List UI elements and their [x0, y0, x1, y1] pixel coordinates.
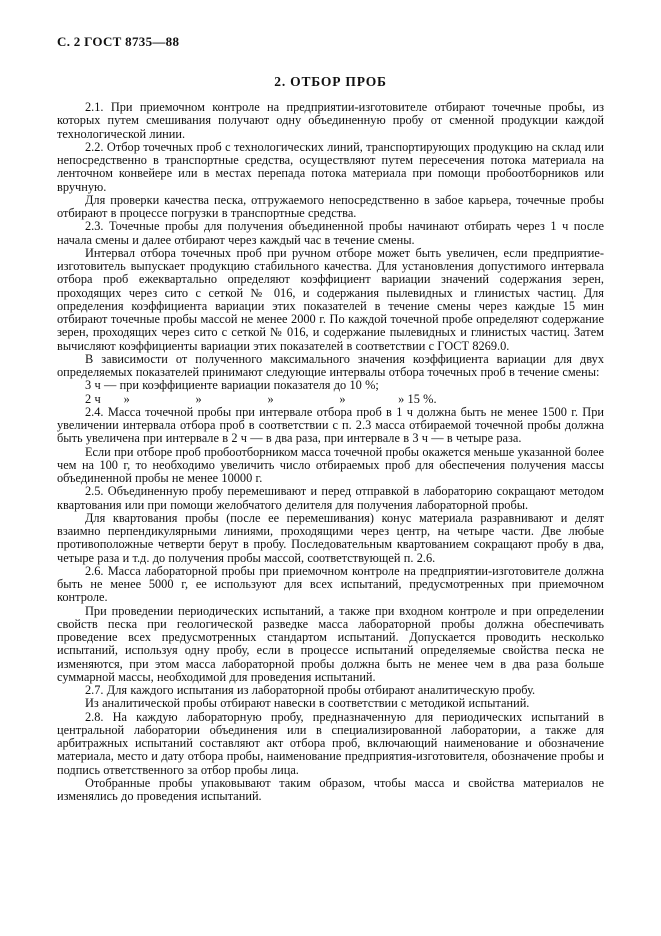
section-title: 2. ОТБОР ПРОБ	[274, 74, 387, 89]
paragraph-2-1: 2.1. При приемочном контроле на предприятии-изготовителе отбирают точечные пробы, из которых путем смешивания получают одну объединенную пробу от сменной продукции каждой технологической линии.	[57, 100, 604, 141]
paragraph-2-3: 2.3. Точечные пробы для получения объединенной пробы начинают отбирать через 1 ч после начала смены и далее отбирают через каждый час в течение смены.	[57, 219, 604, 247]
paragraph-2-7: 2.7. Для каждого испытания из лабораторной пробы отбирают аналитическую пробу.	[85, 683, 536, 697]
paragraph: Отобранные пробы упаковывают таким образом, чтобы масса и свойства материалов не изменялись до проведения испытаний.	[57, 775, 604, 803]
paragraph: Для проверки качества песка, отгружаемого непосредственно в забое карьера, точечные пробы отбирают в процессе погрузки в транспортные средства.	[57, 192, 604, 220]
paragraph: Из аналитической пробы отбирают навески в соответствии с методикой испытаний.	[85, 696, 530, 711]
paragraph-2-4: 2.4. Масса точечной пробы при интервале отбора проб в 1 ч должна быть не менее 1500 г. При увеличении интервала отбора проб в соответствии с п. 2.3 масса отбираемой точечной пробы должна быть увеличена при интервале в 2 ч — в два раза, при интервале в 3 ч — в четыре раза.	[57, 404, 604, 446]
document-body	[57, 101, 604, 803]
paragraph-2-2: 2.2. Отбор точечных проб с технологических линий, транспортирующих продукцию на склад или непосредственно в транспортные средства, осуществляют путем пересечения потока материала на ленточном конвейере или в местах перепада потока материала при помощи пробоотборников или вручную.	[57, 139, 604, 194]
paragraph: При проведении периодических испытаний, а также при входном контроле и при определении свойств песка при геологической разведке масса лабораторной пробы должна обеспечивать проведение всех предусмотренных стандартом испытаний. Допускается проводить несколько испытаний, используя одну пробу, если в процессе испытаний определяемые свойства песка не изменяются, при этом масса лабораторной пробы должна быть не менее чем в два раза больше суммарной массы, необходимой для проведения испытаний.	[57, 603, 604, 684]
paragraph-2-6: 2.6. Масса лабораторной пробы при приемочном контроле на предприятии-изготовителе должна быть не менее 5000 г, ее используют для всех испытаний, предусмотренных при приемочном контроле.	[57, 563, 604, 605]
paragraph: В зависимости от полученного максимального значения коэффициента вариации для двух определяемых показателей принимают следующие интервалы отбора точечных проб в течение смены:	[57, 351, 604, 379]
interval-line-3h: 3 ч — при коэффициенте вариации показателя до 10 %;	[85, 378, 379, 393]
paragraph: Интервал отбора точечных проб при ручном отборе может быть увеличен, если предприятие-изготовитель выпускает продукцию стабильного качества. Для установления допустимого интервала отбора проб ежеквартально определяют коэффициент вариации значений содержания зерен, проходящих через сито с сеткой № 016, и содержания пылевидных и глинистых частиц. Для определения коэффициента вариации этих показателей в течение смены через каждые 15 мин отбирают точечные пробы массой не менее 2000 г. По каждой точечной пробе определяют содержание зерен, проходящих через сито с сеткой № 016, и содержание пылевидных и глинистых частиц. Затем вычисляют коэффициенты вариации этих показателей в соответствии с ГОСТ 8269.0.	[57, 245, 604, 353]
paragraph: Если при отборе проб пробоотборником масса точечной пробы окажется меньше указанной более чем на 100 г, то необходимо увеличить число отбираемых проб для обеспечения получения массы объединенной пробы не менее 10000 г.	[57, 444, 604, 485]
paragraph-2-8: 2.8. На каждую лабораторную пробу, предназначенную для периодических испытаний в центральной лаборатории объединения или в специализированной лаборатории, а также для арбитражных испытаний составляют акт отбора проб, включающий наименование и обозначение материала, место и дату отбора пробы, наименование предприятия-изготовителя, обозначение пробы и подпись ответственного за отбор пробы лица.	[57, 709, 604, 777]
interval-line-2h: 2 ч » » » » » 15 %.	[85, 391, 437, 406]
paragraph-2-5: 2.5. Объединенную пробу перемешивают и перед отправкой в лабораторию сокращают методом квартования или при помощи желобчатого делителя для получения лабораторной пробы.	[57, 484, 604, 512]
page-header: С. 2 ГОСТ 8735—88	[57, 34, 180, 49]
paragraph: Для квартования пробы (после ее перемешивания) конус материала разравнивают и делят взаимно перпендикулярными линиями, проходящими через центр, на четыре части. Две любые противоположные четверти берут в пробу. Последовательным квартованием сокращают пробу в два, четыре раза и т.д. до получения пробы массой, соответствующей п. 2.6.	[57, 510, 604, 565]
